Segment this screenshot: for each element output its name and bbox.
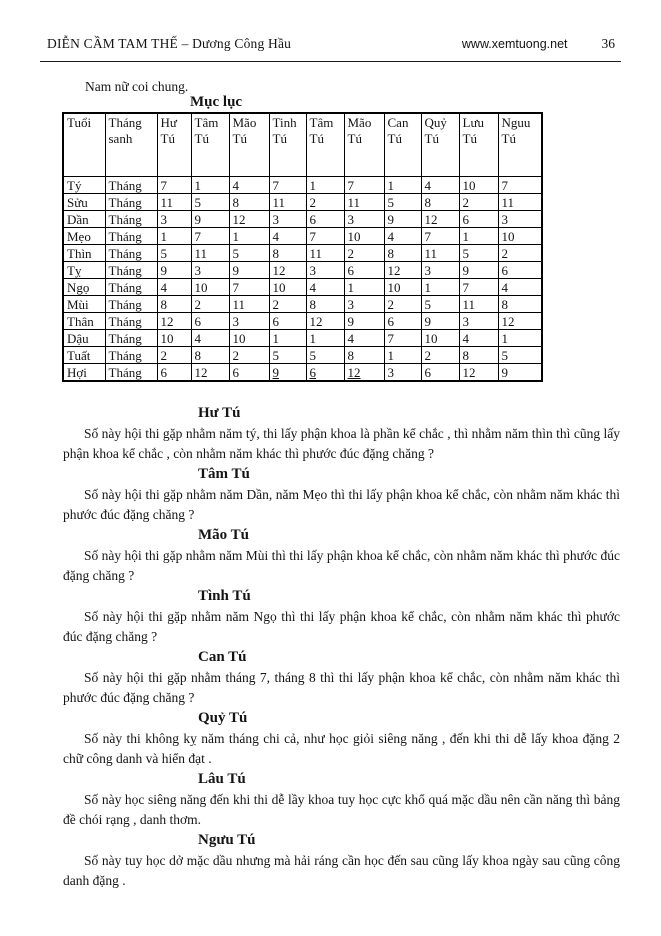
month-cell: Tháng: [105, 296, 157, 313]
table-row: [63, 296, 542, 313]
value-cell: 1: [229, 228, 269, 245]
value-cell: 1: [421, 279, 459, 296]
value-cell: 9: [421, 313, 459, 330]
table-row: [63, 279, 542, 296]
col-header: Tâm Tú: [191, 113, 229, 177]
value-cell: 10: [384, 279, 421, 296]
col-header: Hư Tú: [157, 113, 191, 177]
section-heading: Quỷ Tú: [198, 710, 248, 726]
month-cell: Tháng: [105, 194, 157, 211]
value-cell: 6: [421, 364, 459, 382]
value-cell: 7: [229, 279, 269, 296]
value-cell: 2: [229, 347, 269, 364]
col-header: Nguu Tú: [498, 113, 542, 177]
section: [63, 526, 620, 585]
value-cell: 5: [191, 194, 229, 211]
value-cell: 11: [191, 245, 229, 262]
value-cell: 3: [459, 313, 498, 330]
value-cell: 8: [384, 245, 421, 262]
table-row: [63, 245, 542, 262]
value-cell: 12: [421, 211, 459, 228]
month-cell: Tháng: [105, 262, 157, 279]
value-cell: 12: [459, 364, 498, 382]
value-cell: 9: [269, 364, 306, 382]
age-cell: Tuất: [63, 347, 105, 364]
value-cell: 3: [344, 296, 384, 313]
age-cell: Mùi: [63, 296, 105, 313]
value-cell: 9: [157, 262, 191, 279]
table-row: [63, 262, 542, 279]
value-cell: 9: [384, 211, 421, 228]
value-cell: 11: [421, 245, 459, 262]
value-cell: 7: [191, 228, 229, 245]
value-cell: 11: [344, 194, 384, 211]
value-cell: 3: [306, 262, 344, 279]
value-cell: 7: [421, 228, 459, 245]
value-cell: 11: [157, 194, 191, 211]
value-cell: 12: [384, 262, 421, 279]
value-cell: 6: [344, 262, 384, 279]
value-cell: 12: [191, 364, 229, 382]
value-cell: 10: [344, 228, 384, 245]
section-body: Số này thi không kỵ năm tháng chi cả, như học giỏi siêng năng , đến khi thi dễ lấy khoa đặng 2 chữ công danh và hiển đạt .: [63, 731, 620, 766]
value-cell: 6: [306, 211, 344, 228]
value-cell: 5: [306, 347, 344, 364]
col-header: Mão Tú: [344, 113, 384, 177]
value-cell: 4: [344, 330, 384, 347]
value-cell: 2: [191, 296, 229, 313]
value-cell: 1: [191, 177, 229, 194]
intro-note: Nam nữ coi chung.: [85, 79, 189, 94]
value-cell: 5: [157, 245, 191, 262]
value-cell: 11: [229, 296, 269, 313]
value-cell: 4: [498, 279, 542, 296]
value-cell: 10: [421, 330, 459, 347]
col-header: Mão Tú: [229, 113, 269, 177]
month-cell: Tháng: [105, 228, 157, 245]
value-cell: 6: [384, 313, 421, 330]
value-cell: 8: [191, 347, 229, 364]
book-title: DIỄN CẦM TAM THẾ – Dương Công Hầu: [47, 36, 292, 51]
value-cell: 7: [306, 228, 344, 245]
section: [63, 831, 620, 890]
value-cell: 1: [269, 330, 306, 347]
section-heading: Hư Tú: [198, 405, 241, 421]
value-cell: 5: [421, 296, 459, 313]
value-cell: 3: [384, 364, 421, 382]
month-cell: Tháng: [105, 279, 157, 296]
value-cell: 3: [269, 211, 306, 228]
value-cell: 2: [459, 194, 498, 211]
table-row: [63, 313, 542, 330]
section-heading: Ngưu Tú: [198, 832, 256, 848]
month-cell: Tháng: [105, 364, 157, 382]
website-url: www.xemtuong.net: [461, 37, 568, 51]
section: [63, 770, 620, 829]
value-cell: 1: [384, 177, 421, 194]
value-cell: 12: [498, 313, 542, 330]
sections-container: [63, 403, 620, 892]
value-cell: 10: [498, 228, 542, 245]
value-cell: 12: [344, 364, 384, 382]
value-cell: 7: [498, 177, 542, 194]
month-cell: Tháng: [105, 313, 157, 330]
table-header-row: [63, 113, 542, 177]
value-cell: 6: [191, 313, 229, 330]
table-row: [63, 364, 542, 382]
value-cell: 8: [421, 194, 459, 211]
value-cell: 9: [344, 313, 384, 330]
col-header: Tháng sanh: [105, 113, 157, 177]
value-cell: 7: [459, 279, 498, 296]
value-cell: 2: [344, 245, 384, 262]
col-header: Tuổi: [63, 113, 105, 177]
value-cell: 1: [306, 177, 344, 194]
section-heading: Lâu Tú: [198, 771, 246, 787]
value-cell: 6: [459, 211, 498, 228]
table-row: [63, 194, 542, 211]
value-cell: 4: [191, 330, 229, 347]
table-row: [63, 228, 542, 245]
value-cell: 7: [344, 177, 384, 194]
value-cell: 8: [269, 245, 306, 262]
value-cell: 6: [498, 262, 542, 279]
value-cell: 12: [157, 313, 191, 330]
value-cell: 12: [269, 262, 306, 279]
table-title: Mục lục: [190, 94, 243, 110]
age-cell: Tỵ: [63, 262, 105, 279]
value-cell: 8: [229, 194, 269, 211]
section: [63, 404, 620, 463]
table-row: [63, 211, 542, 228]
value-cell: 7: [384, 330, 421, 347]
value-cell: 5: [459, 245, 498, 262]
value-cell: 5: [269, 347, 306, 364]
section-heading: Mão Tú: [198, 527, 249, 543]
section-body: Số này học siêng năng đến khi thi dễ lầy khoa tuy học cực khổ quá mặc dầu nên cần năng thì bảng đề chói rạng , danh thơm.: [63, 792, 620, 827]
value-cell: 10: [269, 279, 306, 296]
value-cell: 8: [498, 296, 542, 313]
col-header: Tinh Tú: [269, 113, 306, 177]
value-cell: 5: [384, 194, 421, 211]
section-body: Số này hội thi gặp nhằm năm Ngọ thì thi lấy phận khoa kể chắc, còn nhằm năm khác thì phước đúc đặng chăng ?: [63, 609, 620, 644]
value-cell: 1: [459, 228, 498, 245]
table-row: [63, 330, 542, 347]
value-cell: 10: [459, 177, 498, 194]
value-cell: 5: [229, 245, 269, 262]
month-cell: Tháng: [105, 211, 157, 228]
value-cell: 12: [306, 313, 344, 330]
col-header: Lưu Tú: [459, 113, 498, 177]
value-cell: 3: [157, 211, 191, 228]
table-row: [63, 347, 542, 364]
value-cell: 8: [157, 296, 191, 313]
value-cell: 3: [344, 211, 384, 228]
value-cell: 6: [306, 364, 344, 382]
value-cell: 9: [229, 262, 269, 279]
value-cell: 3: [229, 313, 269, 330]
value-cell: 1: [157, 228, 191, 245]
value-cell: 3: [498, 211, 542, 228]
age-cell: Tý: [63, 177, 105, 194]
value-cell: 1: [384, 347, 421, 364]
value-cell: 8: [306, 296, 344, 313]
value-cell: 4: [157, 279, 191, 296]
value-cell: 10: [191, 279, 229, 296]
value-cell: 9: [459, 262, 498, 279]
value-cell: 2: [157, 347, 191, 364]
value-cell: 2: [269, 296, 306, 313]
section-body: Số này hội thi gặp nhằm tháng 7, tháng 8 thì thi lấy phận khoa kể chắc, còn nhằm năm khác thì phước đúc đặng chăng ?: [63, 670, 620, 705]
value-cell: 6: [229, 364, 269, 382]
value-cell: 9: [191, 211, 229, 228]
month-cell: Tháng: [105, 245, 157, 262]
value-cell: 10: [229, 330, 269, 347]
month-cell: Tháng: [105, 177, 157, 194]
month-cell: Tháng: [105, 330, 157, 347]
value-cell: 1: [344, 279, 384, 296]
value-cell: 3: [191, 262, 229, 279]
value-cell: 4: [306, 279, 344, 296]
value-cell: 4: [269, 228, 306, 245]
value-cell: 1: [498, 330, 542, 347]
section: [63, 648, 620, 707]
value-cell: 8: [459, 347, 498, 364]
col-header: Can Tú: [384, 113, 421, 177]
age-cell: Hợi: [63, 364, 105, 382]
col-header: Tâm Tú: [306, 113, 344, 177]
section-body: Số này hội thi gặp nhằm năm tý, thi lấy phận khoa là phần kể chắc , thì nhằm năm thìn thì cũng lấy phận khoa kể chắc , còn nhằm năm khác thì phước đúc đặng chăng ?: [63, 426, 620, 461]
section-body: Số này hội thi gặp nhằm năm Dần, năm Mẹo thì thi lấy phận khoa kể chắc, còn nhằm năm khác thì phước đúc đặng chăng ?: [63, 487, 620, 522]
value-cell: 3: [421, 262, 459, 279]
value-cell: 1: [306, 330, 344, 347]
section-heading: Tình Tú: [198, 588, 251, 604]
value-cell: 6: [157, 364, 191, 382]
age-cell: Dần: [63, 211, 105, 228]
age-cell: Mẹo: [63, 228, 105, 245]
value-cell: 4: [421, 177, 459, 194]
value-cell: 11: [269, 194, 306, 211]
value-cell: 4: [384, 228, 421, 245]
age-cell: Thìn: [63, 245, 105, 262]
age-cell: Sửu: [63, 194, 105, 211]
value-cell: 9: [498, 364, 542, 382]
section-body: Số này hội thi gặp nhằm năm Mùi thì thi lấy phận khoa kể chắc, còn nhằm năm khác thì phước đúc đặng chăng ?: [63, 548, 620, 583]
section-heading: Can Tú: [198, 649, 247, 665]
page-header: [47, 36, 615, 52]
value-cell: 2: [306, 194, 344, 211]
value-cell: 8: [344, 347, 384, 364]
age-cell: Ngọ: [63, 279, 105, 296]
value-cell: 10: [157, 330, 191, 347]
value-cell: 11: [498, 194, 542, 211]
value-cell: 11: [459, 296, 498, 313]
muc-luc-table: [62, 112, 543, 382]
section-heading: Tâm Tú: [198, 466, 250, 482]
value-cell: 11: [306, 245, 344, 262]
value-cell: 2: [384, 296, 421, 313]
age-cell: Thân: [63, 313, 105, 330]
value-cell: 7: [157, 177, 191, 194]
value-cell: 12: [229, 211, 269, 228]
section-body: Số này tuy học dở mặc dầu nhưng mà hải ráng cần học đến sau cũng lấy khoa ngày sau cũng công danh đặng .: [63, 853, 620, 888]
page-number: 36: [601, 36, 615, 51]
value-cell: 7: [269, 177, 306, 194]
value-cell: 4: [229, 177, 269, 194]
section: [63, 465, 620, 524]
value-cell: 4: [459, 330, 498, 347]
header-rule: [40, 61, 621, 62]
month-cell: Tháng: [105, 347, 157, 364]
value-cell: 2: [498, 245, 542, 262]
value-cell: 5: [498, 347, 542, 364]
col-header: Quỷ Tú: [421, 113, 459, 177]
section: [63, 709, 620, 768]
value-cell: 6: [269, 313, 306, 330]
age-cell: Dậu: [63, 330, 105, 347]
section: [63, 587, 620, 646]
value-cell: 2: [421, 347, 459, 364]
table-row: [63, 177, 542, 194]
